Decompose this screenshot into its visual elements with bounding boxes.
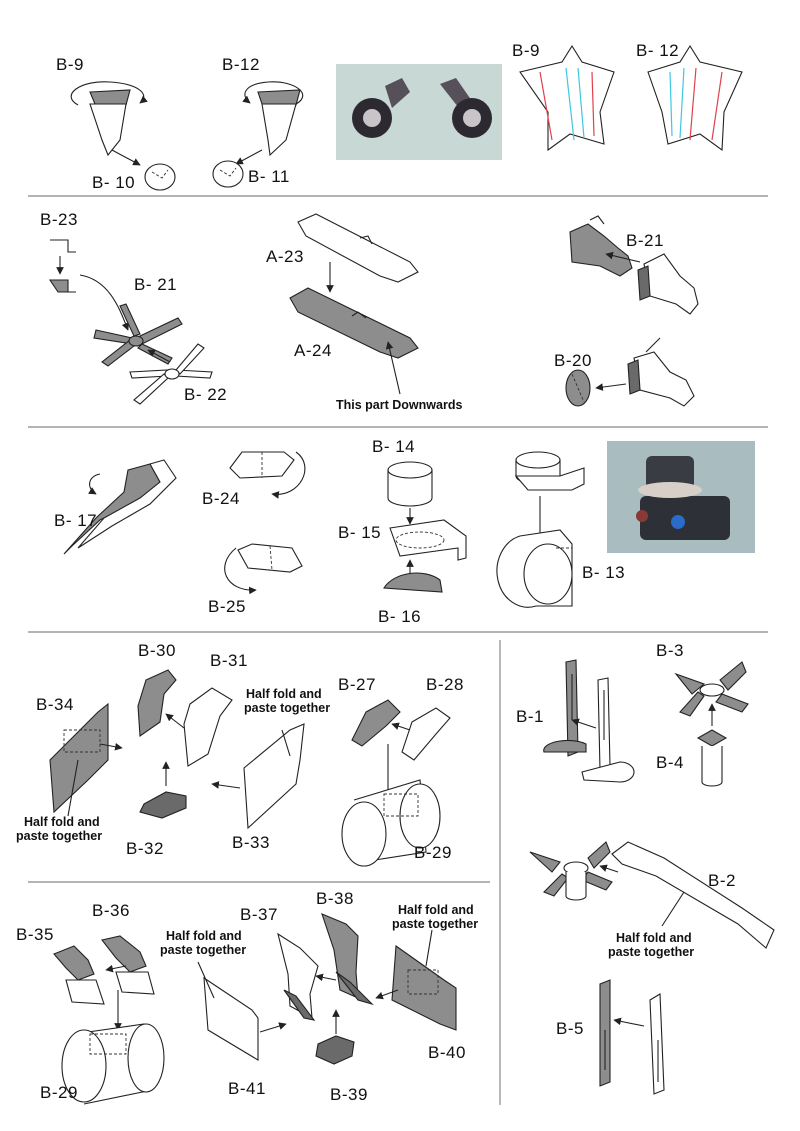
photo-landing-gear <box>336 64 502 160</box>
part-label-b29: B-29 <box>414 843 452 862</box>
part-label-b2: B-2 <box>708 871 736 890</box>
note-half-fold: paste together <box>244 701 331 715</box>
part-b14-top <box>516 452 560 468</box>
pointer-line <box>426 930 432 966</box>
arrow <box>106 966 126 970</box>
part-label-b28: B-28 <box>426 675 464 694</box>
part-label-b23: B-23 <box>40 210 78 229</box>
part-label-b9: B-9 <box>56 55 84 74</box>
part-b29-far <box>128 1024 164 1092</box>
tab <box>590 216 604 224</box>
step-b9-b10 <box>56 55 175 192</box>
part-b4 <box>702 746 722 786</box>
part-label-b21: B- 21 <box>134 275 178 294</box>
part-label-b37: B-37 <box>240 905 278 924</box>
template-b9-outline <box>520 46 614 150</box>
part-b21-edge <box>638 266 650 300</box>
step-b13 <box>497 452 625 607</box>
note-downwards: This part Downwards <box>336 398 463 412</box>
part-label-b24: B-24 <box>202 489 240 508</box>
part-label-b12: B- 12 <box>636 41 680 60</box>
note-half-fold: paste together <box>160 943 247 957</box>
step-b24-b25 <box>202 452 305 616</box>
part-b27 <box>352 700 400 746</box>
part-b4-top <box>698 730 726 746</box>
part-b14-top <box>388 462 432 478</box>
part-label-b16: B- 16 <box>378 607 422 626</box>
part-b13-end <box>524 544 572 604</box>
part-b36-base <box>116 972 154 994</box>
part-label-b41: B-41 <box>228 1079 266 1098</box>
part-rotor-blade <box>588 842 610 868</box>
part-b33 <box>244 724 304 828</box>
part-b23 <box>50 240 76 252</box>
part-label-b12: B-12 <box>222 55 260 74</box>
part-label-b38: B-38 <box>316 889 354 908</box>
part-b1-second-base <box>582 762 634 782</box>
part-b12 <box>262 104 296 155</box>
part-label-b27: B-27 <box>338 675 376 694</box>
step-b1 <box>516 660 634 782</box>
part-label-a23: A-23 <box>266 247 304 266</box>
turret-lens <box>671 515 685 529</box>
part-label-b10: B- 10 <box>92 173 136 192</box>
part-b21-side <box>644 254 698 314</box>
template-b9 <box>512 41 614 150</box>
arrow <box>596 384 626 388</box>
note-half-fold: paste together <box>16 829 103 843</box>
part-b3-blade <box>720 662 746 690</box>
part-label-b15: B- 15 <box>338 523 382 542</box>
template-b12-outline <box>648 46 742 150</box>
part-b15 <box>390 520 466 560</box>
part-label-b21: B-21 <box>626 231 664 250</box>
part-b9-top <box>90 90 130 105</box>
part-label-b17: B- 17 <box>54 511 98 530</box>
part-b20-edge <box>628 360 640 394</box>
part-label-b40: B-40 <box>428 1043 466 1062</box>
part-b12-top <box>258 90 300 105</box>
template-b12 <box>636 41 742 150</box>
part-label-b30: B-30 <box>138 641 176 660</box>
part-label-b39: B-39 <box>330 1085 368 1104</box>
part-b35 <box>54 946 94 980</box>
note-half-fold: Half fold and <box>24 815 100 829</box>
part-b21-panel <box>570 224 632 276</box>
note-half-fold: Half fold and <box>166 929 242 943</box>
note-half-fold: Half fold and <box>398 903 474 917</box>
part-label-b33: B-33 <box>232 833 270 852</box>
part-b1-base <box>544 740 586 752</box>
arrow <box>614 1020 644 1026</box>
arrow <box>316 976 336 980</box>
part-label-b31: B-31 <box>210 651 248 670</box>
part-label-b3: B-3 <box>656 641 684 660</box>
part-b21-rotor <box>94 304 182 366</box>
step-a23-a24 <box>266 214 462 412</box>
part-b29-end <box>342 802 386 866</box>
part-b16 <box>384 573 442 592</box>
pointer-line <box>662 892 684 926</box>
part-b23-folded <box>50 280 76 292</box>
part-label-b34: B-34 <box>36 695 74 714</box>
arrow <box>236 150 262 164</box>
part-label-a24: A-24 <box>294 341 332 360</box>
arrow <box>600 866 618 872</box>
part-label-b35: B-35 <box>16 925 54 944</box>
step-b37-to-b41 <box>160 889 478 1104</box>
part-label-b32: B-32 <box>126 839 164 858</box>
part-label-b20: B-20 <box>554 351 592 370</box>
turret-light <box>636 510 648 522</box>
part-b3-hub <box>700 684 724 696</box>
note-half-fold: paste together <box>608 945 695 959</box>
step-b2 <box>530 842 774 959</box>
part-b39 <box>316 1036 354 1064</box>
part-label-b4: B-4 <box>656 753 684 772</box>
part-b10 <box>145 164 175 190</box>
arrow <box>166 714 184 728</box>
photo-sensor-turret <box>607 441 755 553</box>
tab <box>646 338 660 352</box>
part-b28 <box>402 708 450 760</box>
part-b34 <box>50 704 108 812</box>
part-b41 <box>204 978 258 1060</box>
gear-hub <box>463 109 481 127</box>
step-b21-b20-right <box>554 216 698 406</box>
part-b3-blade <box>716 694 748 712</box>
part-b20-body <box>634 352 694 406</box>
rotate-arrow <box>90 474 100 494</box>
part-label-b1: B-1 <box>516 707 544 726</box>
part-b32 <box>140 792 186 818</box>
part-rotor-blade <box>544 874 568 896</box>
step-b5 <box>556 980 664 1094</box>
arrow <box>392 724 410 730</box>
part-b9 <box>90 104 126 155</box>
arrow <box>80 275 128 330</box>
step-b35-b36-b29 <box>16 901 164 1104</box>
part-a23 <box>298 214 418 282</box>
step-b27-b28-b29 <box>338 675 464 866</box>
arrow <box>260 1024 286 1032</box>
arrow <box>212 784 240 788</box>
part-label-b25: B-25 <box>208 597 246 616</box>
arrow <box>112 150 140 165</box>
part-label-b9: B-9 <box>512 41 540 60</box>
note-half-fold: Half fold and <box>246 687 322 701</box>
part-b3-blade <box>680 692 704 716</box>
part-label-b14: B- 14 <box>372 437 416 456</box>
part-b17 <box>64 464 160 554</box>
part-rotor-blade <box>530 852 560 872</box>
note-half-fold: Half fold and <box>616 931 692 945</box>
part-b31 <box>184 688 232 766</box>
turret-ring <box>638 482 702 498</box>
part-label-b22: B- 22 <box>184 385 228 404</box>
note-half-fold: paste together <box>392 917 479 931</box>
step-b30-to-b34 <box>16 641 330 858</box>
part-b11 <box>213 161 243 187</box>
part-b40 <box>392 946 456 1030</box>
part-b35-base <box>66 980 104 1004</box>
step-b14-b15-b16 <box>338 437 466 626</box>
step-b3-b4 <box>656 641 748 786</box>
gear-hub <box>363 109 381 127</box>
rotor-mast <box>566 872 586 900</box>
part-label-b29: B-29 <box>40 1083 78 1102</box>
step-b17 <box>54 460 176 554</box>
part-b30 <box>138 670 176 736</box>
step-b23-b21-b22 <box>40 210 227 404</box>
part-label-b5: B-5 <box>556 1019 584 1038</box>
step-b12-b11 <box>213 55 303 187</box>
part-b5-right <box>650 994 664 1094</box>
part-label-b13: B- 13 <box>582 563 626 582</box>
part-label-b11: B- 11 <box>248 167 290 186</box>
turret-body <box>640 496 730 540</box>
part-label-b36: B-36 <box>92 901 130 920</box>
